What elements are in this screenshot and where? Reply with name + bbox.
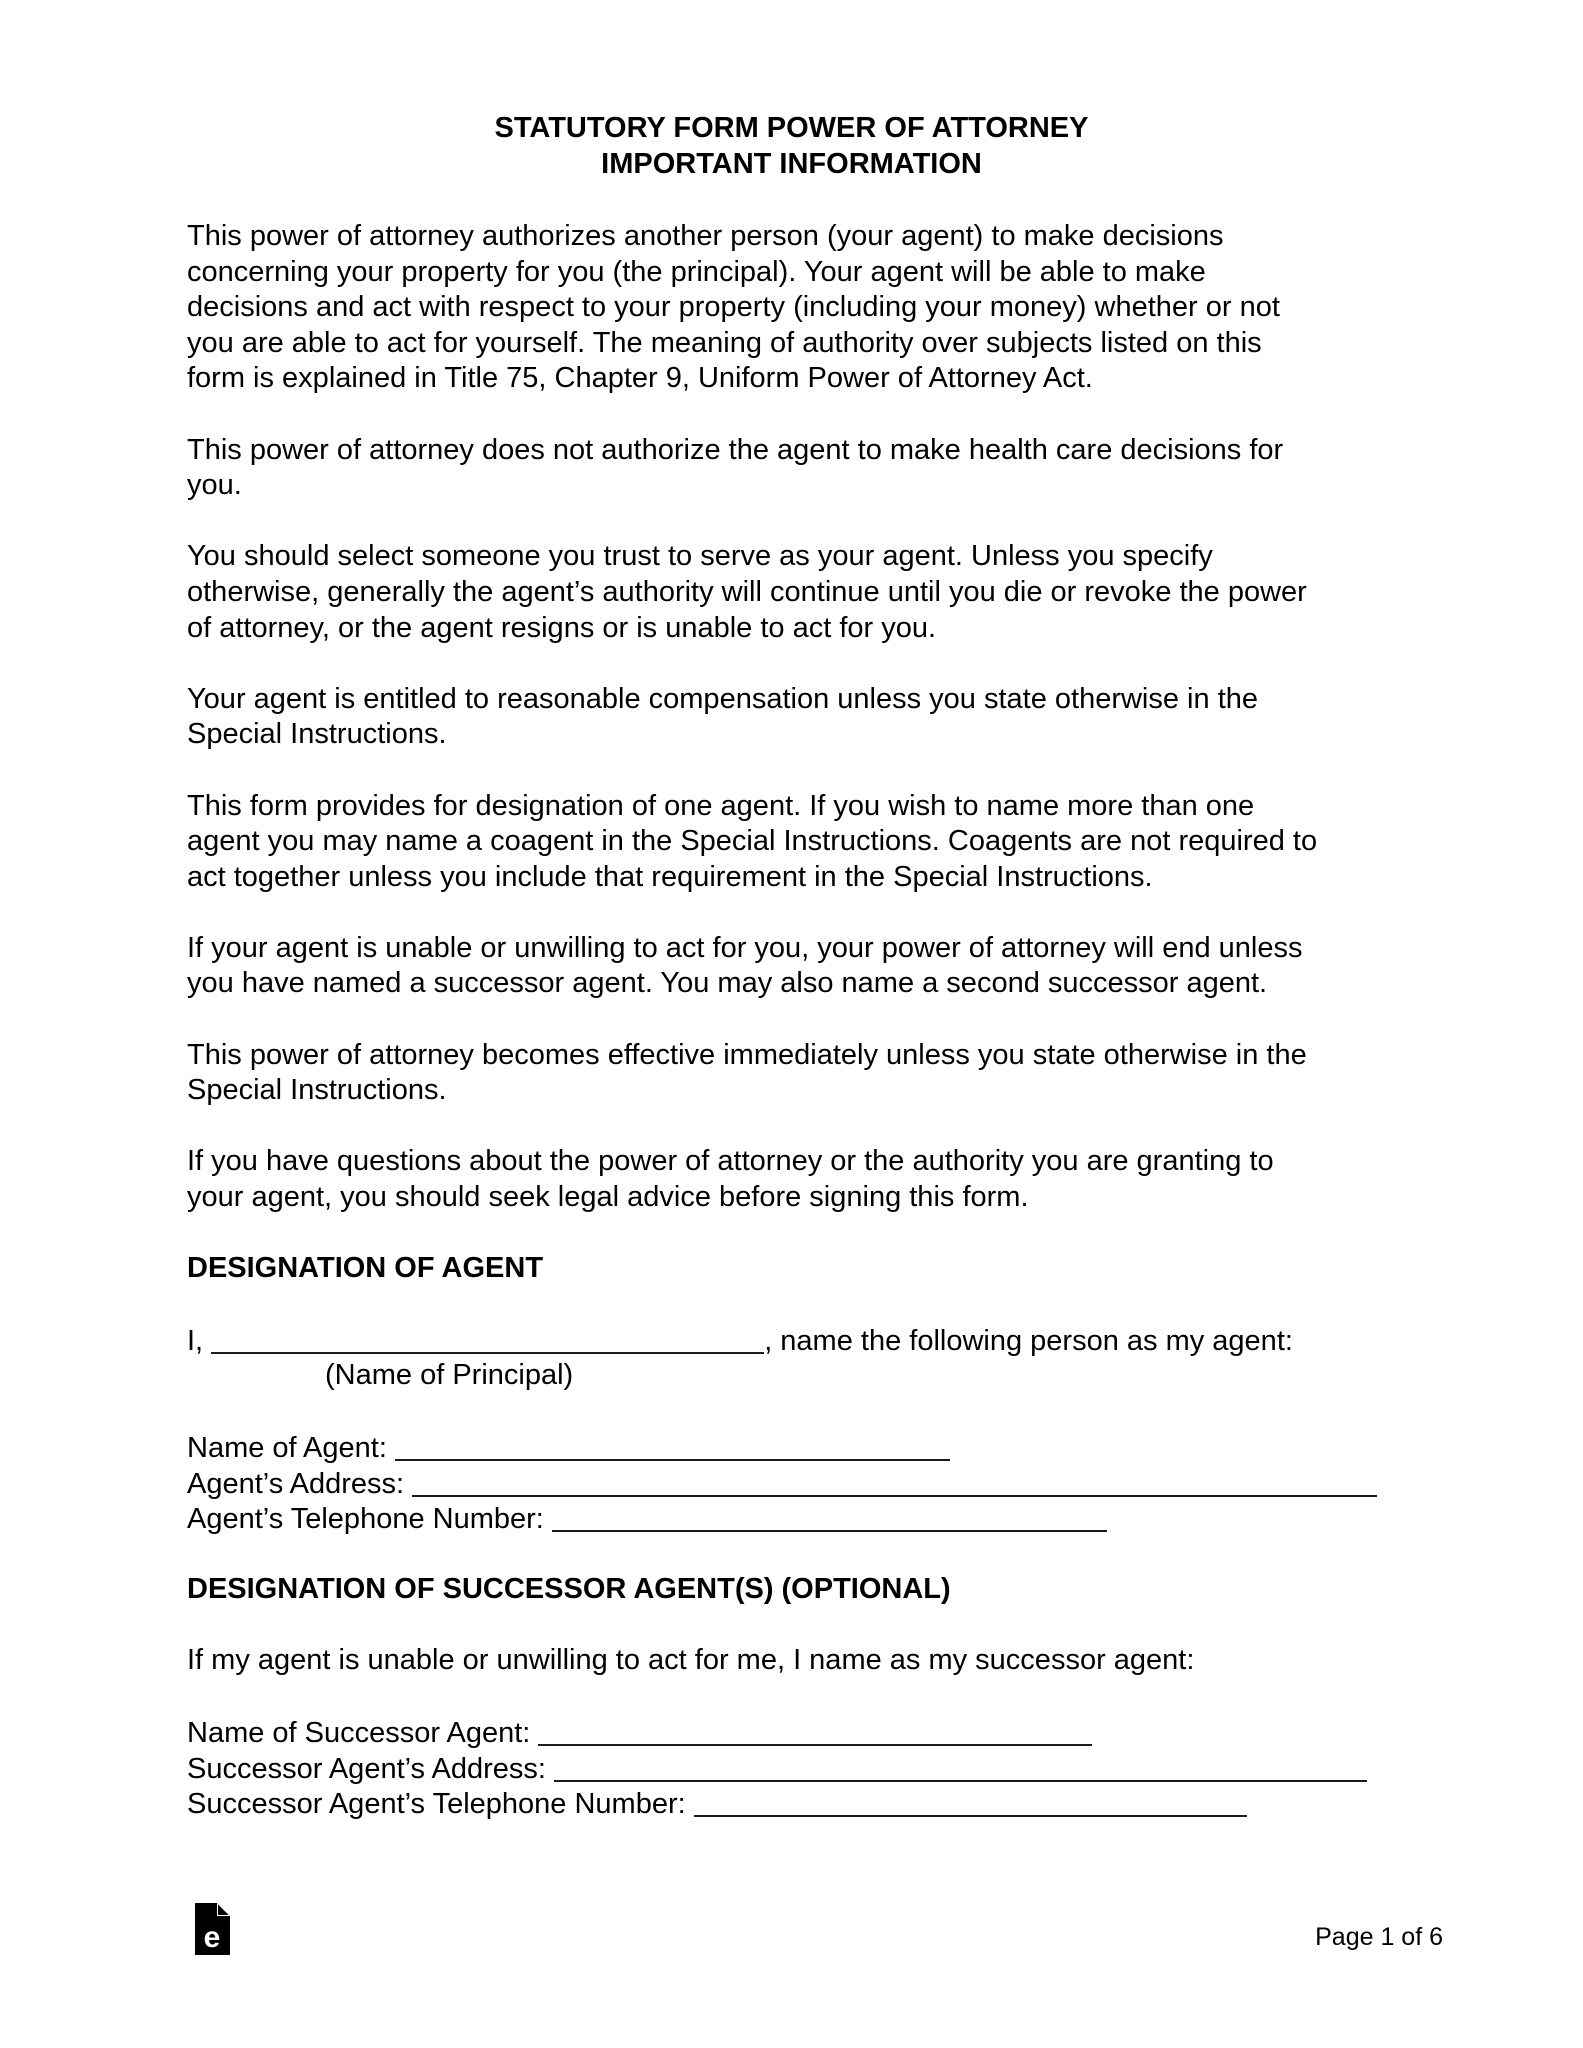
successor-name-row — [187, 1714, 1437, 1750]
text-line: your agent, you should seek legal advice before signing this form. — [187, 1181, 1029, 1214]
principal-statement — [187, 1322, 1437, 1393]
text-line: Your agent is entitled to reasonable compensation unless you state otherwise in the — [187, 682, 1259, 715]
title-line-2: IMPORTANT INFORMATION — [601, 148, 982, 180]
field-label: Successor Agent’s Telephone Number: — [187, 1788, 686, 1821]
text-line: This power of attorney does not authorize the agent to make health care decisions for — [187, 433, 1284, 466]
text-line: of attorney, or the agent resigns or is unable to act for you. — [187, 611, 937, 644]
principal-name-field[interactable] — [211, 1326, 764, 1354]
text-line: Special Instructions. — [187, 718, 447, 751]
text-line: Special Instructions. — [187, 1074, 447, 1107]
text-line: otherwise, generally the agent’s authority will continue until you die or revoke the power — [187, 575, 1307, 608]
paragraph-effective — [187, 1038, 1437, 1109]
page-number: Page 1 of 6 — [1315, 1923, 1443, 1951]
successor-address-row — [187, 1750, 1437, 1786]
paragraph-coagent — [187, 789, 1437, 896]
successor-telephone-row — [187, 1785, 1437, 1821]
text-line: If you have questions about the power of attorney or the authority you are granting to — [187, 1145, 1274, 1178]
text-line: you. — [187, 469, 242, 502]
section-heading: DESIGNATION OF AGENT — [187, 1252, 544, 1285]
text-line: form is explained in Title 75, Chapter 9, Uniform Power of Attorney Act. — [187, 362, 1093, 395]
text-line: you have named a successor agent. You may also name a second successor agent. — [187, 967, 1268, 1000]
field-label: Agent’s Address: — [187, 1467, 405, 1500]
principal-line — [187, 1322, 1437, 1358]
paragraph-health-care — [187, 433, 1437, 504]
document-title — [0, 110, 1583, 182]
successor-intro — [187, 1643, 1437, 1679]
text-line: you are able to act for yourself. The meaning of authority over subjects listed on this — [187, 326, 1262, 359]
successor-telephone-field[interactable] — [694, 1789, 1247, 1817]
successor-fields — [187, 1714, 1437, 1821]
successor-name-field[interactable] — [538, 1718, 1092, 1746]
agent-address-row — [187, 1465, 1437, 1501]
section-designation-of-agent-heading — [187, 1251, 1437, 1287]
paragraph-scope — [187, 219, 1437, 397]
eforms-logo-icon — [195, 1903, 230, 1955]
title-line-1: STATUTORY FORM POWER OF ATTORNEY — [494, 112, 1089, 144]
document-body — [187, 219, 1437, 1856]
principal-suffix: , name the following person as my agent: — [764, 1325, 1293, 1358]
section-heading: DESIGNATION OF SUCCESSOR AGENT(S) (OPTIONAL) — [187, 1572, 951, 1605]
text-line: This form provides for designation of one agent. If you wish to name more than one — [187, 789, 1255, 822]
text-line: You should select someone you trust to serve as your agent. Unless you specify — [187, 540, 1213, 573]
agent-name-row — [187, 1429, 1437, 1465]
agent-fields — [187, 1429, 1437, 1536]
section-designation-of-successor-heading — [187, 1572, 1437, 1608]
successor-address-field[interactable] — [554, 1754, 1367, 1782]
paragraph-successor-info — [187, 931, 1437, 1002]
text-line: agent you may name a coagent in the Special Instructions. Coagents are not required to — [187, 825, 1318, 858]
paragraph-select-agent — [187, 539, 1437, 646]
logo-letter: e — [203, 1921, 221, 1954]
field-label: Successor Agent’s Address: — [187, 1752, 546, 1785]
paragraph-compensation — [187, 682, 1437, 753]
text-line: This power of attorney becomes effective immediately unless you state otherwise in the — [187, 1038, 1307, 1071]
field-label: Name of Successor Agent: — [187, 1716, 531, 1749]
text-line: This power of attorney authorizes another person (your agent) to make decisions — [187, 220, 1224, 252]
agent-name-field[interactable] — [395, 1433, 950, 1461]
text-line: If your agent is unable or unwilling to act for you, your power of attorney will end unless — [187, 931, 1303, 964]
agent-telephone-field[interactable] — [552, 1504, 1107, 1532]
agent-telephone-row — [187, 1500, 1437, 1536]
principal-caption: (Name of Principal) — [325, 1359, 574, 1391]
text-line: If my agent is unable or unwilling to act for me, I name as my successor agent: — [187, 1643, 1195, 1676]
paragraph-legal-advice — [187, 1144, 1437, 1215]
text-line: act together unless you include that requirement in the Special Instructions. — [187, 860, 1153, 893]
text-line: decisions and act with respect to your property (including your money) whether or not — [187, 291, 1280, 324]
principal-prefix: I, — [187, 1325, 204, 1358]
field-label: Agent’s Telephone Number: — [187, 1503, 544, 1536]
agent-address-field[interactable] — [412, 1469, 1377, 1497]
field-label: Name of Agent: — [187, 1432, 387, 1465]
text-line: concerning your property for you (the principal). Your agent will be able to make — [187, 255, 1206, 288]
